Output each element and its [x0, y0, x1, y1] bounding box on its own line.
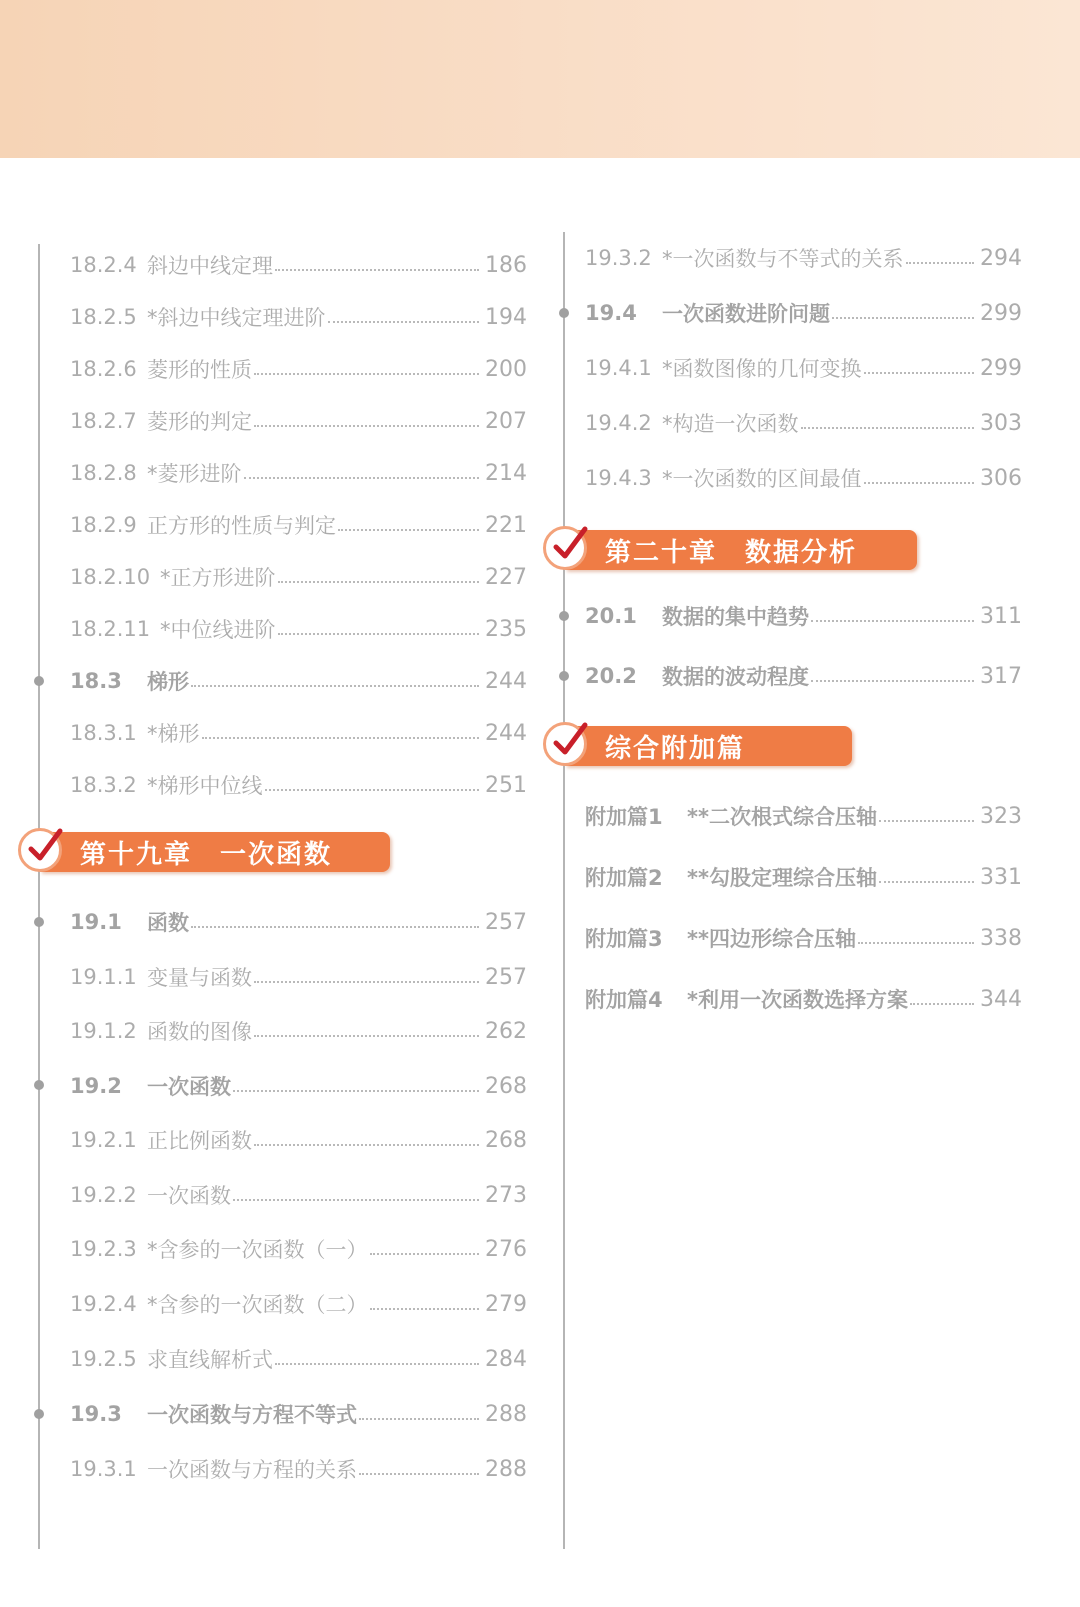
entry-number: 附加篇3 [585, 927, 663, 951]
entry-number: 19.2.3 [70, 1237, 137, 1261]
entry-title: *正方形进阶 [160, 566, 276, 590]
section-bullet [34, 1080, 44, 1090]
leader-dots [906, 260, 975, 264]
leader-dots [265, 787, 480, 791]
toc-entry[interactable] [585, 348, 1020, 388]
entry-page: 244 [485, 668, 527, 694]
toc-section-entry[interactable] [585, 796, 1020, 836]
entry-title: **四边形综合压轴 [687, 927, 856, 951]
leader-dots [864, 370, 975, 374]
entry-page: 200 [485, 356, 527, 382]
entry-page: 306 [980, 465, 1022, 491]
entry-number: 19.4.1 [585, 356, 652, 380]
entry-page: 338 [980, 925, 1022, 951]
entry-number: 19.1 [70, 910, 122, 934]
leader-dots [338, 527, 479, 531]
entry-title: 变量与函数 [147, 966, 252, 990]
toc-section-entry[interactable] [70, 902, 525, 942]
entry-page: 244 [485, 720, 527, 746]
section-bullet [34, 917, 44, 927]
toc-section-entry[interactable] [585, 918, 1020, 958]
leader-dots [202, 735, 480, 739]
entry-title: 数据的集中趋势 [662, 605, 809, 629]
entry-page: 284 [485, 1346, 527, 1372]
leader-dots [233, 1197, 479, 1201]
entry-page: 268 [485, 1073, 527, 1099]
toc-entry[interactable] [70, 1339, 525, 1379]
toc-entry[interactable] [585, 403, 1020, 443]
entry-number: 18.2.9 [70, 513, 137, 537]
entry-title: *斜边中线定理进阶 [147, 306, 326, 330]
toc-entry[interactable] [70, 1284, 525, 1324]
entry-number: 19.1.2 [70, 1019, 137, 1043]
entry-title: *中位线进阶 [160, 618, 276, 642]
leader-dots [864, 480, 975, 484]
toc-section-entry[interactable] [585, 596, 1020, 636]
entry-title: 求直线解析式 [147, 1348, 273, 1372]
leader-dots [275, 1361, 479, 1365]
toc-entry[interactable] [70, 957, 525, 997]
toc-section-entry[interactable] [70, 661, 525, 701]
section-bullet [559, 671, 569, 681]
leader-dots [801, 425, 975, 429]
entry-page: 317 [980, 663, 1022, 689]
entry-page: 299 [980, 355, 1022, 381]
entry-number: 19.3.1 [70, 1457, 137, 1481]
entry-page: 294 [980, 245, 1022, 271]
toc-entry[interactable] [70, 557, 525, 597]
entry-page: 299 [980, 300, 1022, 326]
entry-title: **二次根式综合压轴 [687, 805, 877, 829]
toc-entry[interactable] [70, 349, 525, 389]
leader-dots [370, 1251, 480, 1255]
entry-page: 186 [485, 252, 527, 278]
entry-number: 18.2.10 [70, 565, 151, 589]
entry-number: 18.2.4 [70, 253, 137, 277]
entry-number: 18.2.8 [70, 461, 137, 485]
entry-title: 菱形的判定 [147, 410, 252, 434]
entry-title: **勾股定理综合压轴 [687, 866, 877, 890]
section-bullet [34, 1409, 44, 1419]
entry-number: 附加篇4 [585, 988, 663, 1012]
toc-section-entry[interactable] [585, 857, 1020, 897]
leader-dots [278, 579, 480, 583]
entry-page: 207 [485, 408, 527, 434]
entry-title: 一次函数与方程不等式 [147, 1403, 357, 1427]
leader-dots [254, 979, 479, 983]
entry-title: *构造一次函数 [662, 412, 799, 436]
entry-number: 18.2.5 [70, 305, 137, 329]
toc-entry[interactable] [70, 453, 525, 493]
toc-entry[interactable] [70, 505, 525, 545]
leader-dots [879, 818, 974, 822]
entry-page: 323 [980, 803, 1022, 829]
toc-section-entry[interactable] [70, 1394, 525, 1434]
entry-number: 19.2 [70, 1074, 122, 1098]
entry-title: *一次函数与不等式的关系 [662, 247, 904, 271]
leader-dots [328, 319, 480, 323]
leader-dots [244, 475, 480, 479]
entry-title: 斜边中线定理 [147, 254, 273, 278]
entry-number: 19.2.5 [70, 1347, 137, 1371]
chapter-19-banner[interactable] [40, 832, 390, 872]
appendix-banner[interactable] [565, 726, 852, 766]
toc-entry[interactable] [70, 609, 525, 649]
entry-number: 19.2.1 [70, 1128, 137, 1152]
chapter-title: 综合附加篇 [605, 733, 746, 764]
leader-dots [278, 631, 480, 635]
entry-page: 214 [485, 460, 527, 486]
entry-number: 18.3.2 [70, 773, 137, 797]
entry-number: 19.3 [70, 1402, 122, 1426]
toc-entry[interactable] [70, 1120, 525, 1160]
entry-number: 19.1.1 [70, 965, 137, 989]
leader-dots [370, 1306, 480, 1310]
entry-title: 一次函数与方程的关系 [147, 1458, 357, 1482]
toc-entry[interactable] [70, 245, 525, 285]
entry-title: 一次函数进阶问题 [662, 302, 830, 326]
entry-number: 18.3.1 [70, 721, 137, 745]
toc-entry[interactable] [70, 401, 525, 441]
entry-number: 附加篇1 [585, 805, 663, 829]
entry-page: 227 [485, 564, 527, 590]
toc-entry[interactable] [70, 1449, 525, 1489]
entry-number: 18.3 [70, 669, 122, 693]
toc-entry[interactable] [70, 1011, 525, 1051]
leader-dots [275, 267, 479, 271]
chapter-title: 第十九章 一次函数 [80, 839, 333, 870]
toc-section-entry[interactable] [585, 293, 1020, 333]
entry-page: 303 [980, 410, 1022, 436]
entry-page: 221 [485, 512, 527, 538]
toc-section-entry[interactable] [585, 979, 1020, 1019]
entry-page: 257 [485, 909, 527, 935]
section-bullet [34, 676, 44, 686]
entry-number: 20.2 [585, 664, 637, 688]
leader-dots [858, 940, 974, 944]
toc-entry[interactable] [70, 1175, 525, 1215]
toc-section-entry[interactable] [70, 1066, 525, 1106]
leader-dots [910, 1001, 974, 1005]
entry-title: *含参的一次函数（一） [147, 1238, 368, 1262]
entry-title: 正方形的性质与判定 [147, 514, 336, 538]
entry-number: 19.3.2 [585, 246, 652, 270]
entry-page: 273 [485, 1182, 527, 1208]
entry-number: 19.2.2 [70, 1183, 137, 1207]
chapter-title: 第二十章 数据分析 [605, 537, 858, 568]
entry-number: 18.2.11 [70, 617, 151, 641]
entry-title: 数据的波动程度 [662, 665, 809, 689]
leader-dots [359, 1471, 479, 1475]
entry-title: 梯形 [147, 670, 189, 694]
section-bullet [559, 308, 569, 318]
toc-entry[interactable] [70, 713, 525, 753]
entry-title: *梯形中位线 [147, 774, 263, 798]
entry-page: 251 [485, 772, 527, 798]
entry-page: 279 [485, 1291, 527, 1317]
entry-number: 20.1 [585, 604, 637, 628]
entry-title: 一次函数 [147, 1184, 231, 1208]
leader-dots [254, 371, 479, 375]
check-icon [543, 722, 587, 766]
leader-dots [811, 618, 974, 622]
entry-number: 18.2.7 [70, 409, 137, 433]
entry-number: 附加篇2 [585, 866, 663, 890]
left-column-line [38, 244, 40, 1549]
entry-page: 331 [980, 864, 1022, 890]
entry-page: 194 [485, 304, 527, 330]
entry-page: 262 [485, 1018, 527, 1044]
entry-title: *函数图像的几何变换 [662, 357, 862, 381]
entry-page: 257 [485, 964, 527, 990]
toc-entry[interactable] [70, 765, 525, 805]
entry-page: 288 [485, 1401, 527, 1427]
entry-number: 19.4 [585, 301, 637, 325]
leader-dots [254, 1142, 479, 1146]
entry-title: 函数 [147, 911, 189, 935]
leader-dots [832, 315, 974, 319]
leader-dots [254, 1033, 479, 1037]
entry-title: *利用一次函数选择方案 [687, 988, 908, 1012]
entry-page: 288 [485, 1456, 527, 1482]
entry-page: 268 [485, 1127, 527, 1153]
entry-page: 344 [980, 986, 1022, 1012]
leader-dots [811, 678, 974, 682]
leader-dots [233, 1088, 479, 1092]
leader-dots [879, 879, 974, 883]
entry-title: *一次函数的区间最值 [662, 467, 862, 491]
entry-title: 函数的图像 [147, 1020, 252, 1044]
entry-number: 18.2.6 [70, 357, 137, 381]
entry-title: *菱形进阶 [147, 462, 242, 486]
check-icon [543, 526, 587, 570]
leader-dots [191, 924, 479, 928]
entry-number: 19.4.2 [585, 411, 652, 435]
check-icon [18, 828, 62, 872]
leader-dots [254, 423, 479, 427]
entry-page: 276 [485, 1236, 527, 1262]
entry-number: 19.4.3 [585, 466, 652, 490]
entry-number: 19.2.4 [70, 1292, 137, 1316]
toc-entry[interactable] [70, 1229, 525, 1269]
entry-page: 311 [980, 603, 1022, 629]
toc-entry[interactable] [585, 458, 1020, 498]
toc-entry[interactable] [70, 297, 525, 337]
section-bullet [559, 611, 569, 621]
toc-entry[interactable] [585, 238, 1020, 278]
leader-dots [359, 1416, 479, 1420]
toc-section-entry[interactable] [585, 656, 1020, 696]
entry-title: 正比例函数 [147, 1129, 252, 1153]
chapter-20-banner[interactable] [565, 530, 917, 570]
entry-title: *梯形 [147, 722, 200, 746]
entry-page: 235 [485, 616, 527, 642]
leader-dots [191, 683, 479, 687]
entry-title: 一次函数 [147, 1075, 231, 1099]
entry-title: 菱形的性质 [147, 358, 252, 382]
header-band [0, 0, 1080, 158]
entry-title: *含参的一次函数（二） [147, 1293, 368, 1317]
right-column-line [563, 232, 565, 1549]
